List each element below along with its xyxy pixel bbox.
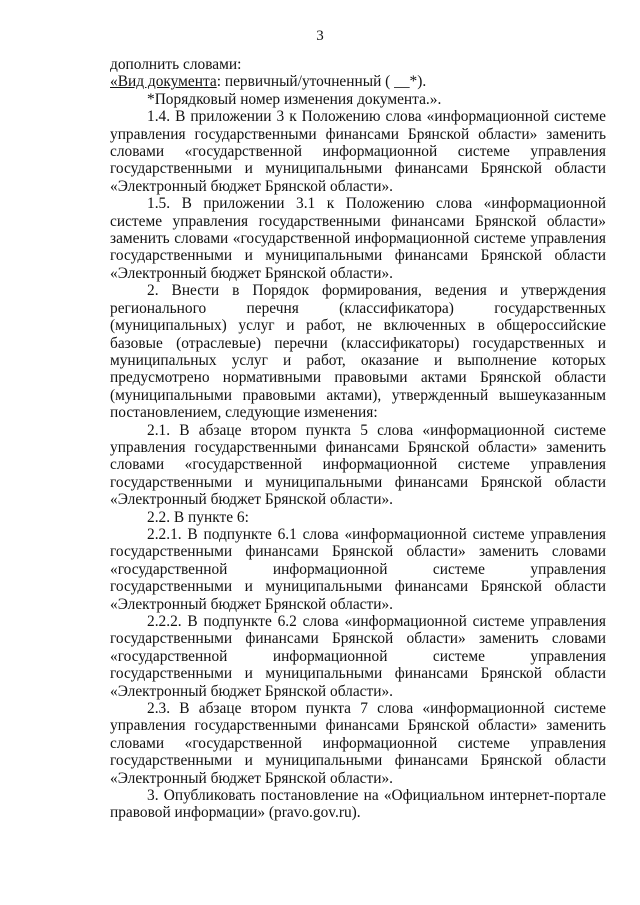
- line-document-type-rest: : первичный/уточненный ( __*).: [216, 73, 427, 91]
- document-body: [110, 56, 606, 822]
- paragraph-2-2-1: 2.2.1. В подпункте 6.1 слова «информационной системе управления государственными финансами Брянской области» заменить словами «государственной информационной системе управления государственными и муниципальными финансами Брянской области «Электронный бюджет Брянской области».: [110, 525, 606, 613]
- paragraph-1-4: 1.4. В приложении 3 к Положению слова «информационной системе управления государственными финансами Брянской области» заменить словами «государственной информационной системе управления государственными и муниципальными финансами Брянской области «Электронный бюджет Брянской области».: [110, 108, 606, 195]
- page-number: 3: [316, 28, 324, 44]
- paragraph-2-3: 2.3. В абзаце втором пункта 7 слова «информационной системе управления государственными финансами Брянской области» заменить словами «государственной информационной системе управления государственными и муниципальными финансами Брянской области «Электронный бюджет Брянской области».: [110, 700, 606, 787]
- paragraph-1-5: 1.5. В приложении 3.1 к Положению слова «информационной системе управления государственными финансами Брянской области» заменить словами «государственной информационной системе управления государственными и муниципальными финансами Брянской области «Электронный бюджет Брянской области».: [110, 195, 606, 282]
- underlined-text: «Вид документа: [110, 73, 217, 91]
- paragraph-2-2-2: 2.2.2. В подпункте 6.2 слова «информационной системе управления государственными финансами Брянской области» заменить словами «государственной информационной системе управления государственными и муниципальными финансами Брянской области «Электронный бюджет Брянской области».: [110, 613, 606, 700]
- footnote-line: *Порядковый номер изменения документа.».: [147, 90, 442, 108]
- line-document-type: [110, 73, 606, 90]
- paragraph-2: 2. Внести в Порядок формирования, ведения и утверждения регионального перечня (классификатора) государственных (муниципальных) услуг и работ, не включенных в общероссийские базовые (отраслевые) перечни (классификаторы) государственных и муниципальных услуг и работ, оказание и выполнение которых предусмотрено нормативными правовыми актами Брянской области (муниципальными правовыми актами), утвержденный вышеуказанным постановлением, следующие изменения:: [110, 282, 606, 422]
- paragraph-3: 3. Опубликовать постановление на «Официальном интернет-портале правовой информации» (pravo.gov.ru).: [110, 787, 606, 822]
- paragraph-2-1: 2.1. В абзаце втором пункта 5 слова «информационной системе управления государственными финансами Брянской области» заменить словами «государственной информационной системе управления государственными и муниципальными финансами Брянской области «Электронный бюджет Брянской области».: [110, 421, 606, 509]
- line-add-words: дополнить словами:: [110, 56, 242, 73]
- paragraph-2-2: 2.2. В пункте 6:: [147, 508, 249, 526]
